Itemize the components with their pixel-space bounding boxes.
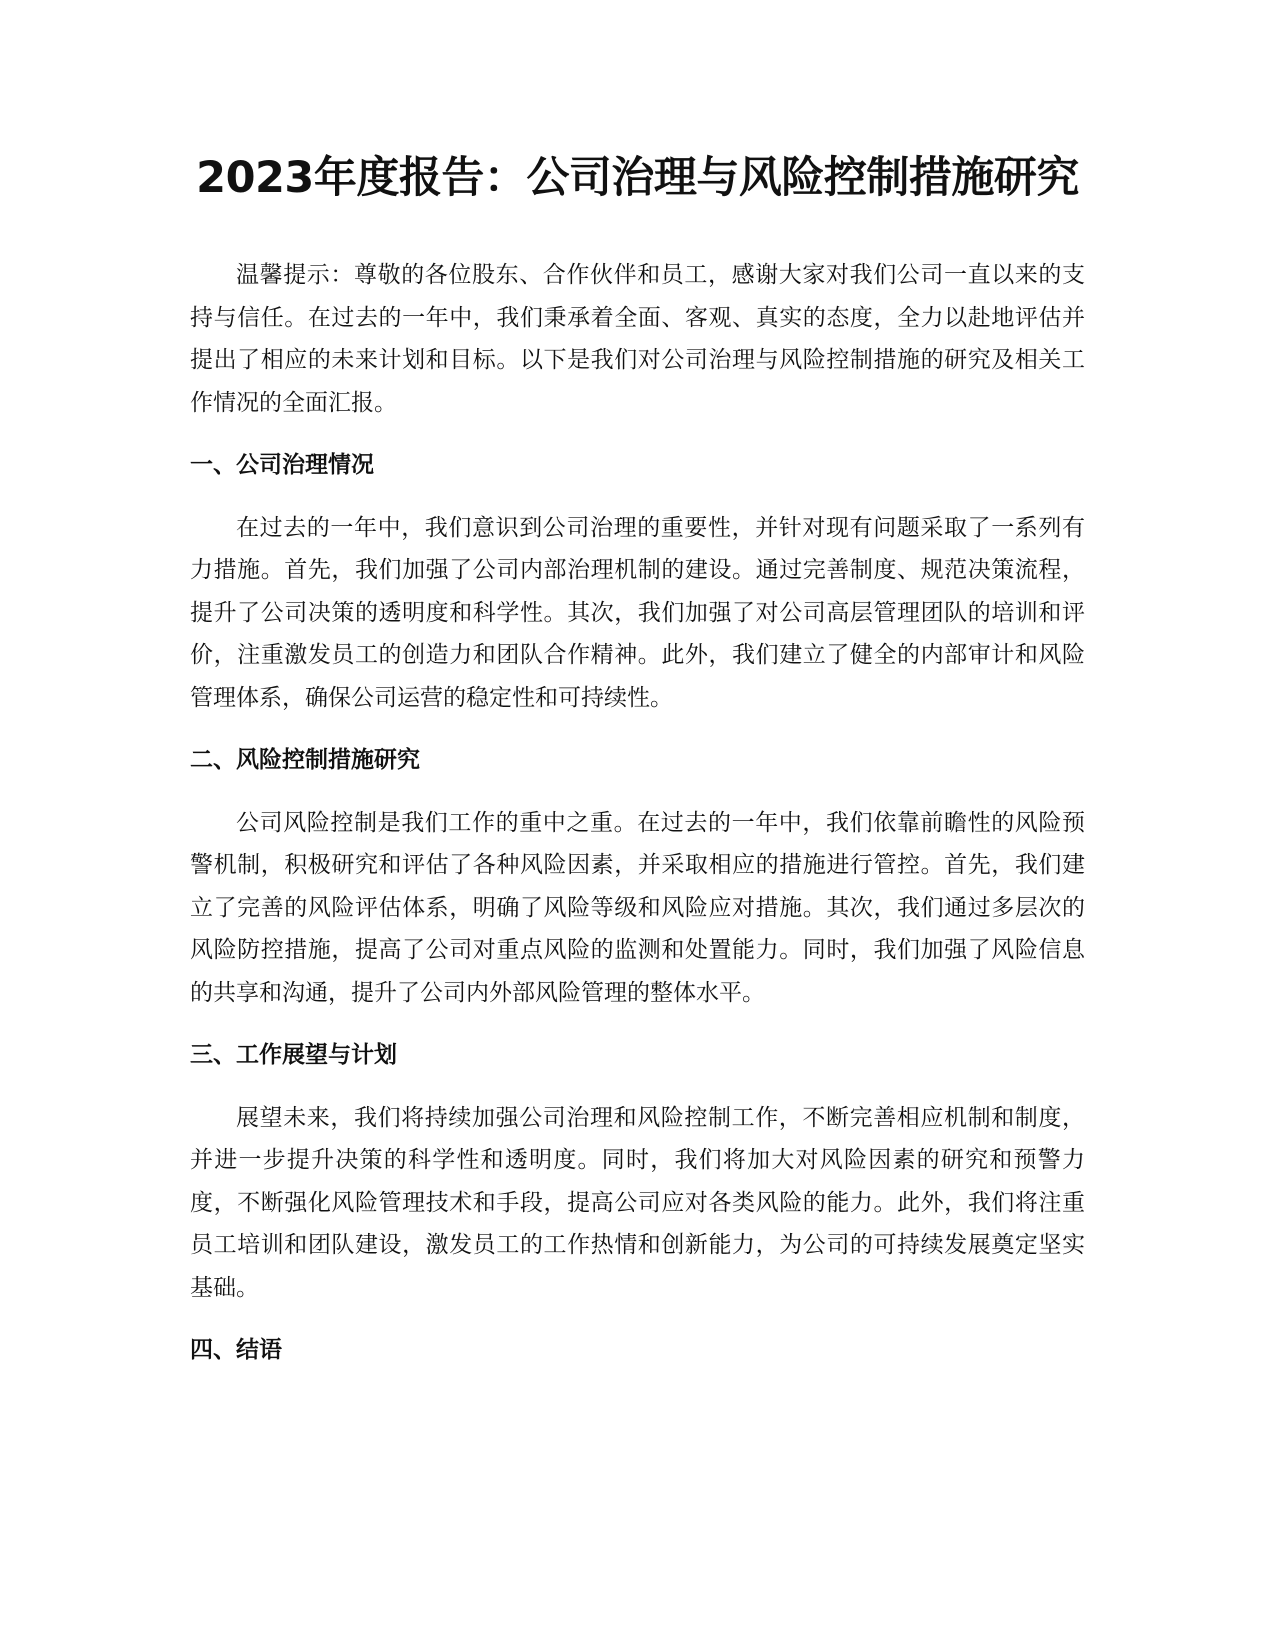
section-heading-governance: 一、公司治理情况 — [190, 452, 374, 478]
section-heading-conclusion: 四、结语 — [190, 1337, 282, 1363]
section-heading-outlook: 三、工作展望与计划 — [190, 1042, 397, 1068]
document-title: 2023年度报告：公司治理与风险控制措施研究 — [196, 153, 1079, 203]
section-heading-risk-control: 二、风险控制措施研究 — [190, 747, 420, 773]
section-body-governance: 在过去的一年中，我们意识到公司治理的重要性，并针对现有问题采取了一系列有力措施。首先，我们加强了公司内部治理机制的建设。通过完善制度、规范决策流程，提升了公司决策的透明度和科学性。其次，我们加强了对公司高层管理团队的培训和评价，注重激发员工的创造力和团队合作精神。此外，我们建立了健全的内部审计和风险管理体系，确保公司运营的稳定性和可持续性。 — [190, 514, 1085, 711]
section-body-risk-control: 公司风险控制是我们工作的重中之重。在过去的一年中，我们依靠前瞻性的风险预警机制，积极研究和评估了各种风险因素，并采取相应的措施进行管控。首先，我们建立了完善的风险评估体系，明确了风险等级和风险应对措施。其次，我们通过多层次的风险防控措施，提高了公司对重点风险的监测和处置能力。同时，我们加强了风险信息的共享和沟通，提升了公司内外部风险管理的整体水平。 — [190, 809, 1085, 1006]
intro-paragraph: 温馨提示：尊敬的各位股东、合作伙伴和员工，感谢大家对我们公司一直以来的支持与信任。在过去的一年中，我们秉承着全面、客观、真实的态度，全力以赴地评估并提出了相应的未来计划和目标。以下是我们对公司治理与风险控制措施的研究及相关工作情况的全面汇报。 — [190, 262, 1085, 416]
section-body-outlook: 展望未来，我们将持续加强公司治理和风险控制工作，不断完善相应机制和制度，并进一步提升决策的科学性和透明度。同时，我们将加大对风险因素的研究和预警力度，不断强化风险管理技术和手段，提高公司应对各类风险的能力。此外，我们将注重员工培训和团队建设，激发员工的工作热情和创新能力，为公司的可持续发展奠定坚实基础。 — [190, 1104, 1085, 1301]
